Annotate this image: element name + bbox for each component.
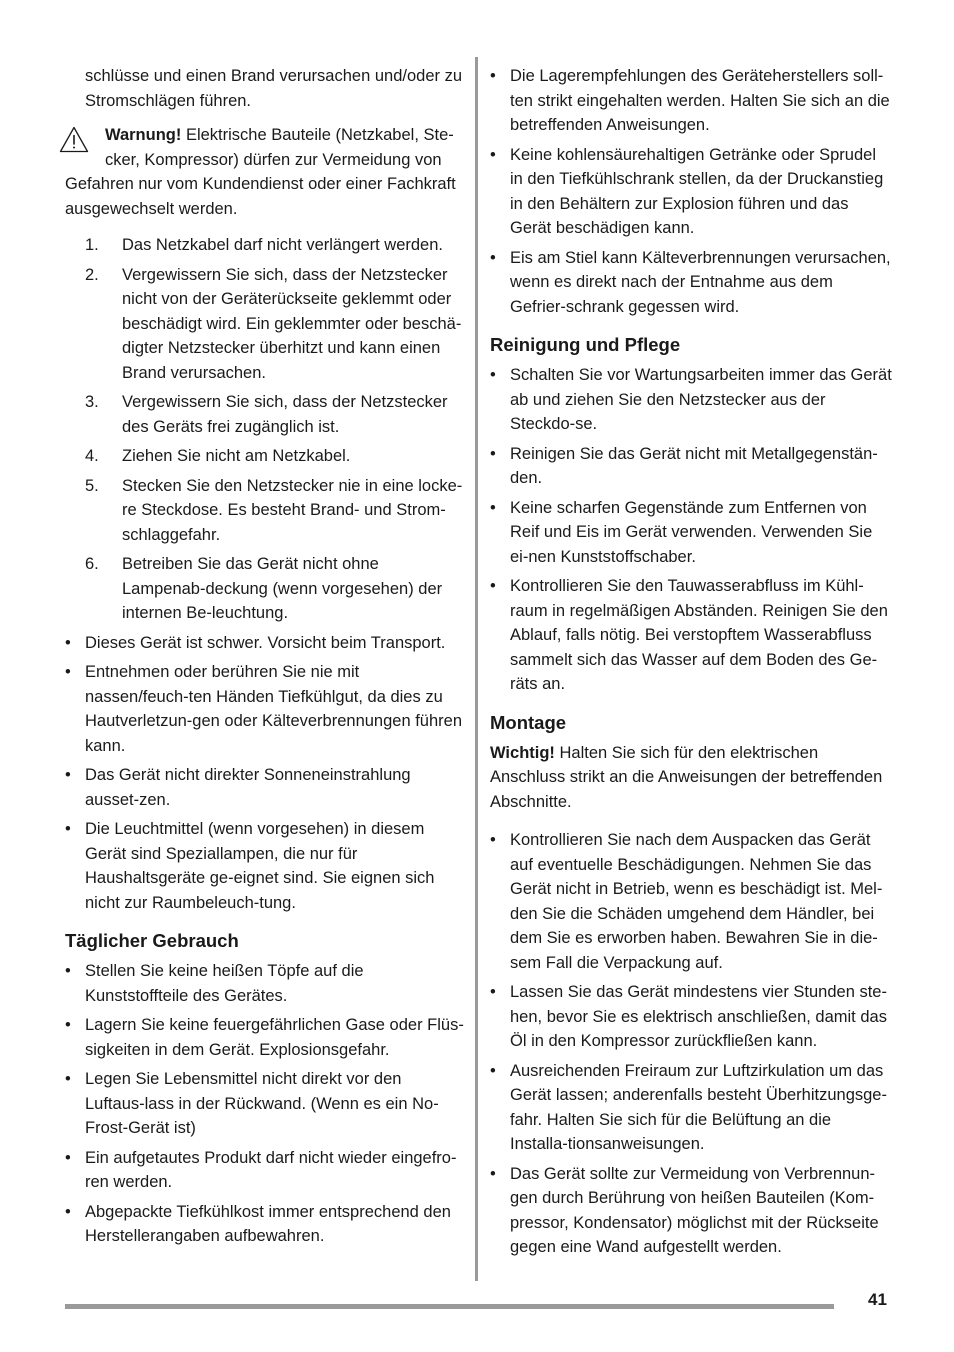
- list-item: [65, 1146, 465, 1195]
- bullet-mark: •: [65, 766, 71, 784]
- warning-triangle-icon: [59, 126, 89, 153]
- list-item: [490, 1162, 892, 1260]
- list-item: [65, 763, 465, 812]
- left-column: [65, 64, 465, 1254]
- cleaning-list: [490, 363, 892, 697]
- list-item: [490, 64, 892, 138]
- item-text: Eis am Stiel kann Kälteverbrennungen verursachen, wenn es direkt nach der Entnahme aus dem Gefrier-schrank gegessen wird.: [510, 248, 891, 316]
- bullet-mark: •: [490, 983, 496, 1001]
- numbered-list: [65, 233, 465, 626]
- item-text: Keine kohlensäurehaltigen Getränke oder Sprudel in den Tiefkühlschrank stellen, da der Druckanstieg in den Behältern zur Explosion führen und das Gerät beschädigen kann.: [510, 145, 884, 237]
- warning-note: [65, 123, 465, 221]
- daily-use-list: [65, 959, 465, 1249]
- list-item: [65, 817, 465, 915]
- warning-label: Warnung!: [105, 126, 182, 144]
- item-text: Betreiben Sie das Gerät nicht ohne Lampenab-deckung (wenn vorgesehen) der internen Be-leuchtung.: [122, 555, 443, 622]
- item-number: 3.: [85, 393, 99, 411]
- column-divider: [475, 57, 478, 1281]
- section-heading-cleaning: Reinigung und Pflege: [490, 334, 681, 355]
- item-text: Lassen Sie das Gerät mindestens vier Stunden ste-hen, bevor Sie es elektrisch anschließen, damit das Öl in den Kompressor zurückfließen kann.: [510, 983, 887, 1050]
- item-text: Kontrollieren Sie den Tauwasserabfluss im Kühl-raum in regelmäßigen Abständen. Reinigen Sie den Ablauf, falls nötig. Bei verstopftem Wasserabfluss sammelt sich das Wasser auf dem Boden des Ge-räts an.: [510, 577, 888, 693]
- list-item: [65, 631, 465, 656]
- list-item: [65, 959, 465, 1008]
- safety-bullet-list: [65, 631, 465, 916]
- list-item: [490, 828, 892, 975]
- bullet-mark: •: [490, 831, 496, 849]
- warning-text-1: Elektrische Bauteile (Netzkabel, Ste-: [181, 126, 454, 144]
- item-text: Stecken Sie den Netzstecker nie in eine locke-re Steckdose. Es besteht Brand- und Strom-schlaggefahr.: [122, 476, 463, 544]
- item-text: Legen Sie Lebensmittel nicht direkt vor den Luftaus-lass in der Rückwand. (Wenn es ein No-Frost-Gerät ist): [85, 1070, 439, 1137]
- list-item: [65, 1067, 465, 1141]
- bullet-mark: •: [65, 663, 71, 681]
- item-number: 4.: [85, 447, 99, 465]
- continuation-text: schlüsse und einen Brand verursachen und/oder zu Stromschlägen führen.: [85, 67, 462, 110]
- storage-bullet-list: [490, 64, 892, 319]
- list-item: [490, 246, 892, 320]
- bullet-mark: •: [490, 145, 496, 164]
- item-text: Abgepackte Tiefkühlkost immer entsprechend den Herstellerangaben aufbewahren.: [85, 1202, 451, 1245]
- warning-line-2: cker, Kompressor) dürfen zur Vermeidung von: [105, 150, 442, 169]
- bullet-mark: •: [490, 444, 496, 463]
- item-text: Entnehmen oder berühren Sie nie mit nassen/feuch-ten Händen Tiefkühlgut, da dies zu Hautverletzun-gen oder Kälteverbrennungen führen kann.: [85, 663, 463, 755]
- bullet-mark: •: [490, 366, 496, 384]
- list-item: [490, 574, 892, 697]
- list-item: [65, 444, 465, 469]
- bullet-mark: •: [490, 1164, 496, 1183]
- bullet-mark: •: [65, 962, 71, 980]
- item-text: Das Gerät sollte zur Vermeidung von Verbrennun-gen durch Berührung von heißen Bauteilen (Kom-pressor, Kondensator) möglichst mit der Rückseite gegen eine Wand aufgestellt werden.: [510, 1164, 879, 1256]
- section-heading-daily-use: Täglicher Gebrauch: [65, 930, 239, 951]
- item-text: Dieses Gerät ist schwer. Vorsicht beim Transport.: [85, 633, 446, 652]
- list-item: [65, 474, 465, 548]
- list-item: [490, 496, 892, 570]
- item-text: Die Leuchtmittel (wenn vorgesehen) in diesem Gerät sind Speziallampen, die nur für Haushaltsgeräte ge-eignet sind. Sie eignen sich nicht zur Raumbeleuch-tung.: [85, 820, 435, 912]
- list-item: [65, 552, 465, 626]
- list-item: [65, 263, 465, 386]
- item-text: Kontrollieren Sie nach dem Auspacken das Gerät auf eventuelle Beschädigungen. Nehmen Sie das Gerät nicht in Betrieb, wenn es beschädigt ist. Mel-den Sie die Schäden umgehend dem Händler, bei dem Sie es erworben haben. Bewahren Sie in die-sem Fall die Verpackung auf.: [510, 831, 883, 972]
- warning-text-rest: Gefahren nur vom Kundendienst oder einer Fachkraft ausgewechselt werden.: [65, 175, 456, 218]
- bullet-mark: •: [490, 248, 496, 267]
- item-text: Ziehen Sie nicht am Netzkabel.: [122, 447, 351, 465]
- right-column: [490, 64, 892, 1265]
- item-number: 1.: [85, 236, 99, 254]
- item-text: Ausreichenden Freiraum zur Luftzirkulation um das Gerät lassen; anderenfalls besteht Überhitzungsge-fahr. Halten Sie sich für die Belüftung an die Installa-tionsanweisungen.: [510, 1061, 887, 1153]
- important-label: Wichtig!: [490, 743, 555, 762]
- item-number: 2.: [85, 265, 99, 284]
- bullet-mark: •: [65, 1016, 71, 1034]
- item-text: Das Netzkabel darf nicht verlängert werden.: [122, 236, 443, 254]
- item-text: Keine scharfen Gegenstände zum Entfernen von Reif und Eis im Gerät verwenden. Verwenden Sie ei-nen Kunststoffschaber.: [510, 498, 873, 566]
- list-item: [65, 390, 465, 439]
- list-item: [490, 442, 892, 491]
- bullet-mark: •: [65, 1148, 71, 1167]
- list-item: [65, 660, 465, 758]
- item-text: Die Lagerempfehlungen des Geräteherstellers soll-ten strikt eingehalten werden. Halten Sie sich an die betreffenden Anweisungen.: [510, 67, 890, 134]
- bullet-mark: •: [65, 820, 71, 838]
- list-item: [65, 233, 465, 258]
- item-text: Reinigen Sie das Gerät nicht mit Metallgegenstän-den.: [510, 444, 878, 487]
- list-item: [490, 1059, 892, 1157]
- warning-line-1: [65, 123, 465, 148]
- section-heading-installation: Montage: [490, 711, 567, 733]
- bullet-mark: •: [65, 1070, 71, 1088]
- footer-rule: [65, 1304, 834, 1309]
- bullet-mark: •: [490, 67, 496, 85]
- list-item: [490, 363, 892, 437]
- page-number: 41: [868, 1290, 887, 1309]
- item-number: 6.: [85, 555, 99, 573]
- bullet-mark: •: [65, 633, 71, 652]
- installation-list: [490, 828, 892, 1260]
- list-item: [490, 143, 892, 241]
- bullet-mark: •: [65, 1202, 71, 1221]
- item-text: Ein aufgetautes Produkt darf nicht wieder eingefro-ren werden.: [85, 1148, 457, 1191]
- item-text: Schalten Sie vor Wartungsarbeiten immer das Gerät ab und ziehen Sie den Netzstecker aus der Steckdo-se.: [510, 366, 892, 433]
- list-item: [490, 980, 892, 1054]
- item-text: Stellen Sie keine heißen Töpfe auf die Kunststoffteile des Gerätes.: [85, 962, 364, 1005]
- item-number: 5.: [85, 476, 99, 495]
- bullet-mark: •: [490, 498, 496, 517]
- item-text: Vergewissern Sie sich, dass der Netzstecker nicht von der Geräterückseite geklemmt oder beschädigt wird. Ein geklemmter oder beschä-digter Netzstecker überhitzt und kann einen Brand verursachen.: [122, 265, 462, 382]
- important-text: Halten Sie sich für den elektrischen Anschluss strikt an die Anweisungen der betreffenden Abschnitte.: [490, 743, 883, 811]
- item-text: Lagern Sie keine feuergefährlichen Gase oder Flüs-sigkeiten in dem Gerät. Explosionsgefahr.: [85, 1016, 464, 1059]
- item-text: Vergewissern Sie sich, dass der Netzstecker des Geräts frei zugänglich ist.: [122, 393, 448, 436]
- bullet-mark: •: [490, 1061, 496, 1080]
- item-text: Das Gerät nicht direkter Sonneneinstrahlung ausset-zen.: [85, 766, 411, 809]
- list-item: [65, 1200, 465, 1249]
- important-note: [490, 741, 892, 815]
- list-item: [65, 1013, 465, 1062]
- bullet-mark: •: [490, 577, 496, 595]
